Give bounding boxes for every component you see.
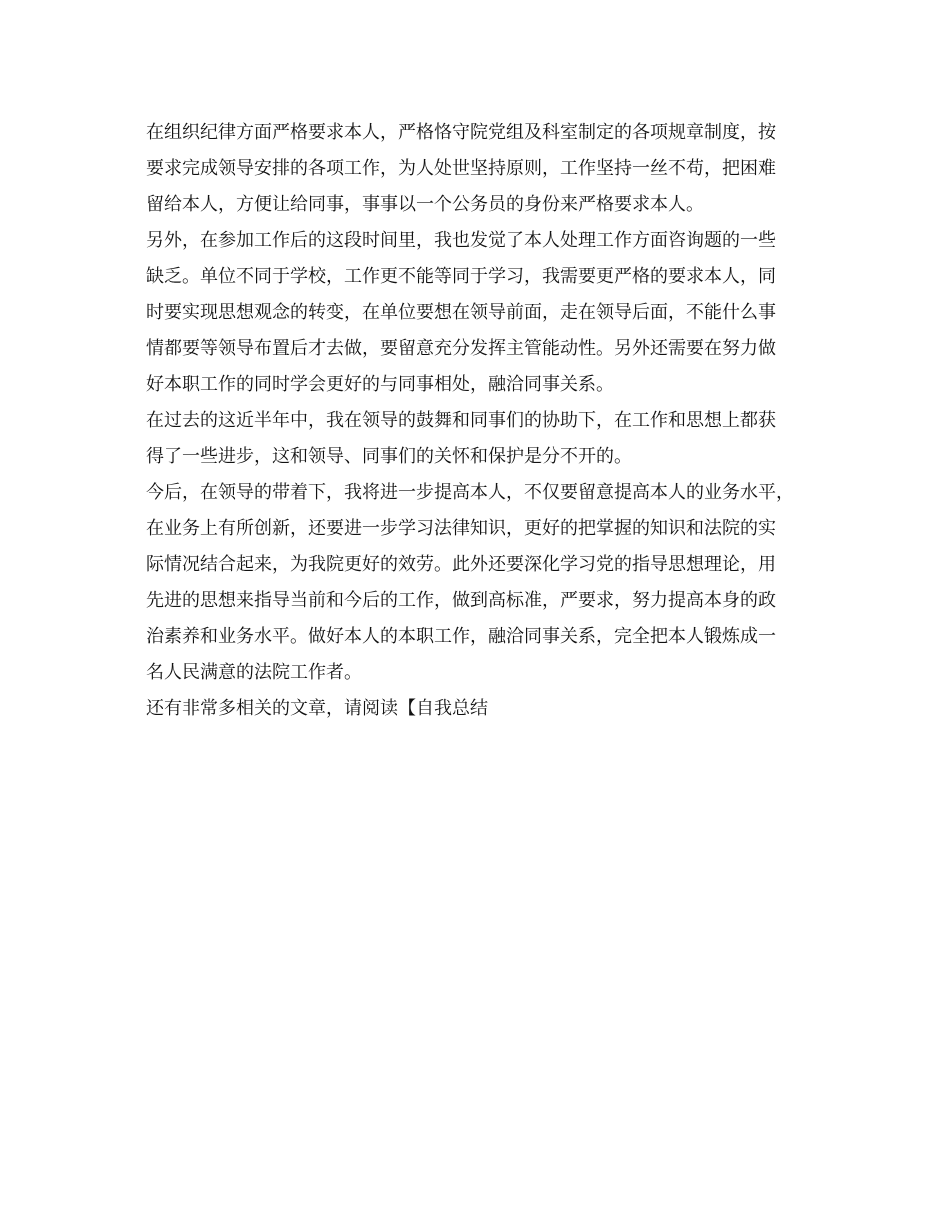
paragraph-discipline bbox=[146, 115, 806, 223]
text-line: 时要实现思想观念的转变，在单位要想在领导前面，走在领导后面，不能什么事 bbox=[146, 302, 776, 323]
text-line: 好本职工作的同时学会更好的与同事相处，融洽同事关系。 bbox=[146, 374, 614, 395]
related-articles-text: 还有非常多相关的文章，请阅读【自我总结 bbox=[146, 698, 488, 719]
text-line: 今后，在领导的带着下，我将进一步提高本人，不仅要留意提高本人的业务水平， bbox=[146, 482, 794, 503]
text-line: 要求完成领导安排的各项工作，为人处世坚持原则，工作坚持一丝不苟，把困难 bbox=[146, 158, 776, 179]
text-line: 另外，在参加工作后的这段时间里，我也发觉了本人处理工作方面咨询题的一些 bbox=[146, 230, 776, 251]
text-line: 治素养和业务水平。做好本人的本职工作，融洽同事关系，完全把本人锻炼成一 bbox=[146, 626, 776, 647]
document-body bbox=[146, 115, 806, 727]
text-line: 先进的思想来指导当前和今后的工作，做到高标准，严要求，努力提高本身的政 bbox=[146, 590, 776, 611]
paragraph-future bbox=[146, 475, 806, 691]
text-line: 际情况结合起来，为我院更好的效劳。此外还要深化学习党的指导思想理论，用 bbox=[146, 554, 776, 575]
paragraph-shortcomings bbox=[146, 223, 806, 403]
text-line: 得了一些进步，这和领导、同事们的关怀和保护是分不开的。 bbox=[146, 446, 632, 467]
text-line: 在组织纪律方面严格要求本人，严格恪守院党组及科室制定的各项规章制度，按 bbox=[146, 122, 776, 143]
text-line: 在过去的这近半年中，我在领导的鼓舞和同事们的协助下，在工作和思想上都获 bbox=[146, 410, 776, 431]
paragraph-related-articles bbox=[146, 691, 806, 727]
text-line: 名人民满意的法院工作者。 bbox=[146, 662, 362, 683]
text-line: 缺乏。单位不同于学校，工作更不能等同于学习，我需要更严格的要求本人，同 bbox=[146, 266, 776, 287]
text-line: 在业务上有所创新，还要进一步学习法律知识，更好的把掌握的知识和法院的实 bbox=[146, 518, 776, 539]
paragraph-progress bbox=[146, 403, 806, 475]
text-line: 情都要等领导布置后才去做，要留意充分发挥主管能动性。另外还需要在努力做 bbox=[146, 338, 776, 359]
text-line: 留给本人，方便让给同事，事事以一个公务员的身份来严格要求本人。 bbox=[146, 194, 704, 215]
